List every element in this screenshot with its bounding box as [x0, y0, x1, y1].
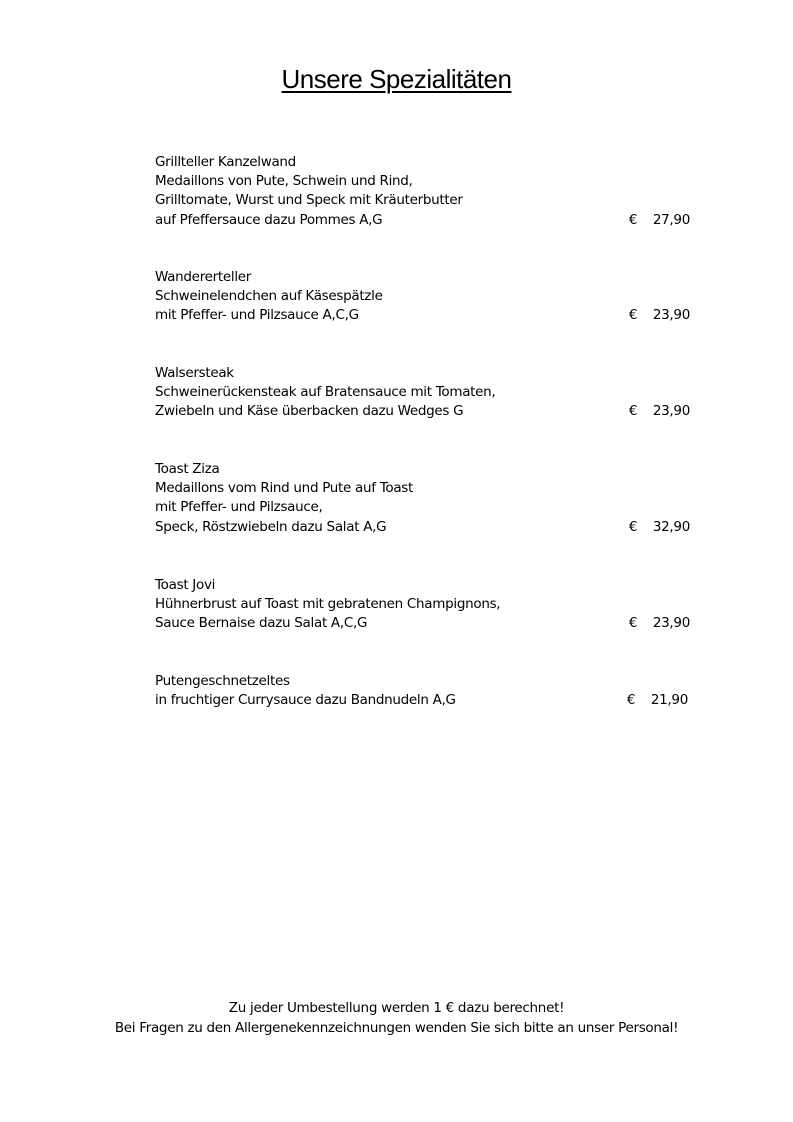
currency-symbol: €: [628, 307, 638, 324]
menu-item-description: Schweinelendchen auf Käsespätzle: [155, 288, 383, 305]
page-title-text: Unsere Spezialitäten: [281, 64, 512, 94]
price-amount: 27,90: [652, 211, 690, 228]
menu-item-description: Sauce Bernaise dazu Salat A,C,G: [155, 615, 368, 632]
menu-item-price: [629, 306, 690, 325]
menu-item-description: mit Pfeffer- und Pilzsauce A,C,G: [155, 307, 359, 324]
menu-item-description: Zwiebeln und Käse überbacken dazu Wedges G: [155, 403, 464, 420]
menu-item-price: [629, 211, 690, 230]
currency-symbol: €: [628, 615, 638, 632]
currency-symbol: €: [628, 403, 638, 420]
menu-item-name: Wandererteller: [155, 269, 252, 285]
menu-item-wandererteller: [155, 268, 690, 326]
menu-item-description: auf Pfeffersauce dazu Pommes A,G: [155, 211, 383, 228]
menu-item-toast-jovi: [155, 576, 690, 634]
menu-item-description: Medaillons vom Rind und Pute auf Toast: [155, 480, 414, 497]
footer-notes: [0, 999, 793, 1038]
menu-item-description: Grilltomate, Wurst und Speck mit Kräuterbutter: [155, 192, 463, 209]
menu-item-description: mit Pfeffer- und Pilzsauce,: [155, 499, 323, 516]
menu-item-description: Speck, Röstzwiebeln dazu Salat A,G: [155, 518, 387, 535]
menu-item-toast-ziza: [155, 460, 690, 537]
menu-item-price: [629, 518, 690, 537]
menu-item-price: [627, 691, 688, 710]
price-amount: 23,90: [652, 307, 690, 324]
page-title: [0, 62, 793, 96]
menu-item-name: Putengeschnetzeltes: [155, 673, 290, 689]
menu-item-price: [629, 614, 690, 633]
currency-symbol: €: [626, 692, 636, 709]
menu-item-description: Schweinerückensteak auf Bratensauce mit Tomaten,: [155, 384, 496, 401]
menu-item-price: [629, 402, 690, 421]
currency-symbol: €: [628, 211, 638, 228]
menu-item-grillteller-kanzelwand: [155, 153, 690, 230]
menu-item-walsersteak: [155, 364, 690, 422]
currency-symbol: €: [628, 518, 638, 535]
footer-surcharge-note: Zu jeder Umbestellung werden 1 € dazu berechnet!: [228, 1000, 565, 1016]
menu-item-name: Grillteller Kanzelwand: [155, 154, 296, 170]
menu-item-name: Toast Ziza: [155, 461, 220, 477]
price-amount: 32,90: [652, 518, 690, 535]
price-amount: 21,90: [650, 692, 688, 709]
menu-item-putengeschnetzeltes: [155, 672, 690, 710]
price-amount: 23,90: [652, 403, 690, 420]
menu-item-name: Toast Jovi: [155, 577, 216, 593]
menu-item-description: Medaillons von Pute, Schwein und Rind,: [155, 173, 413, 190]
price-amount: 23,90: [652, 615, 690, 632]
menu-item-description: in fruchtiger Currysauce dazu Bandnudeln A,G: [155, 692, 456, 709]
menu-item-description: Hühnerbrust auf Toast mit gebratenen Champignons,: [155, 596, 501, 613]
menu-item-name: Walsersteak: [155, 365, 234, 381]
footer-allergen-note: Bei Fragen zu den Allergenekennzeichnungen wenden Sie sich bitte an unser Personal!: [114, 1019, 679, 1036]
